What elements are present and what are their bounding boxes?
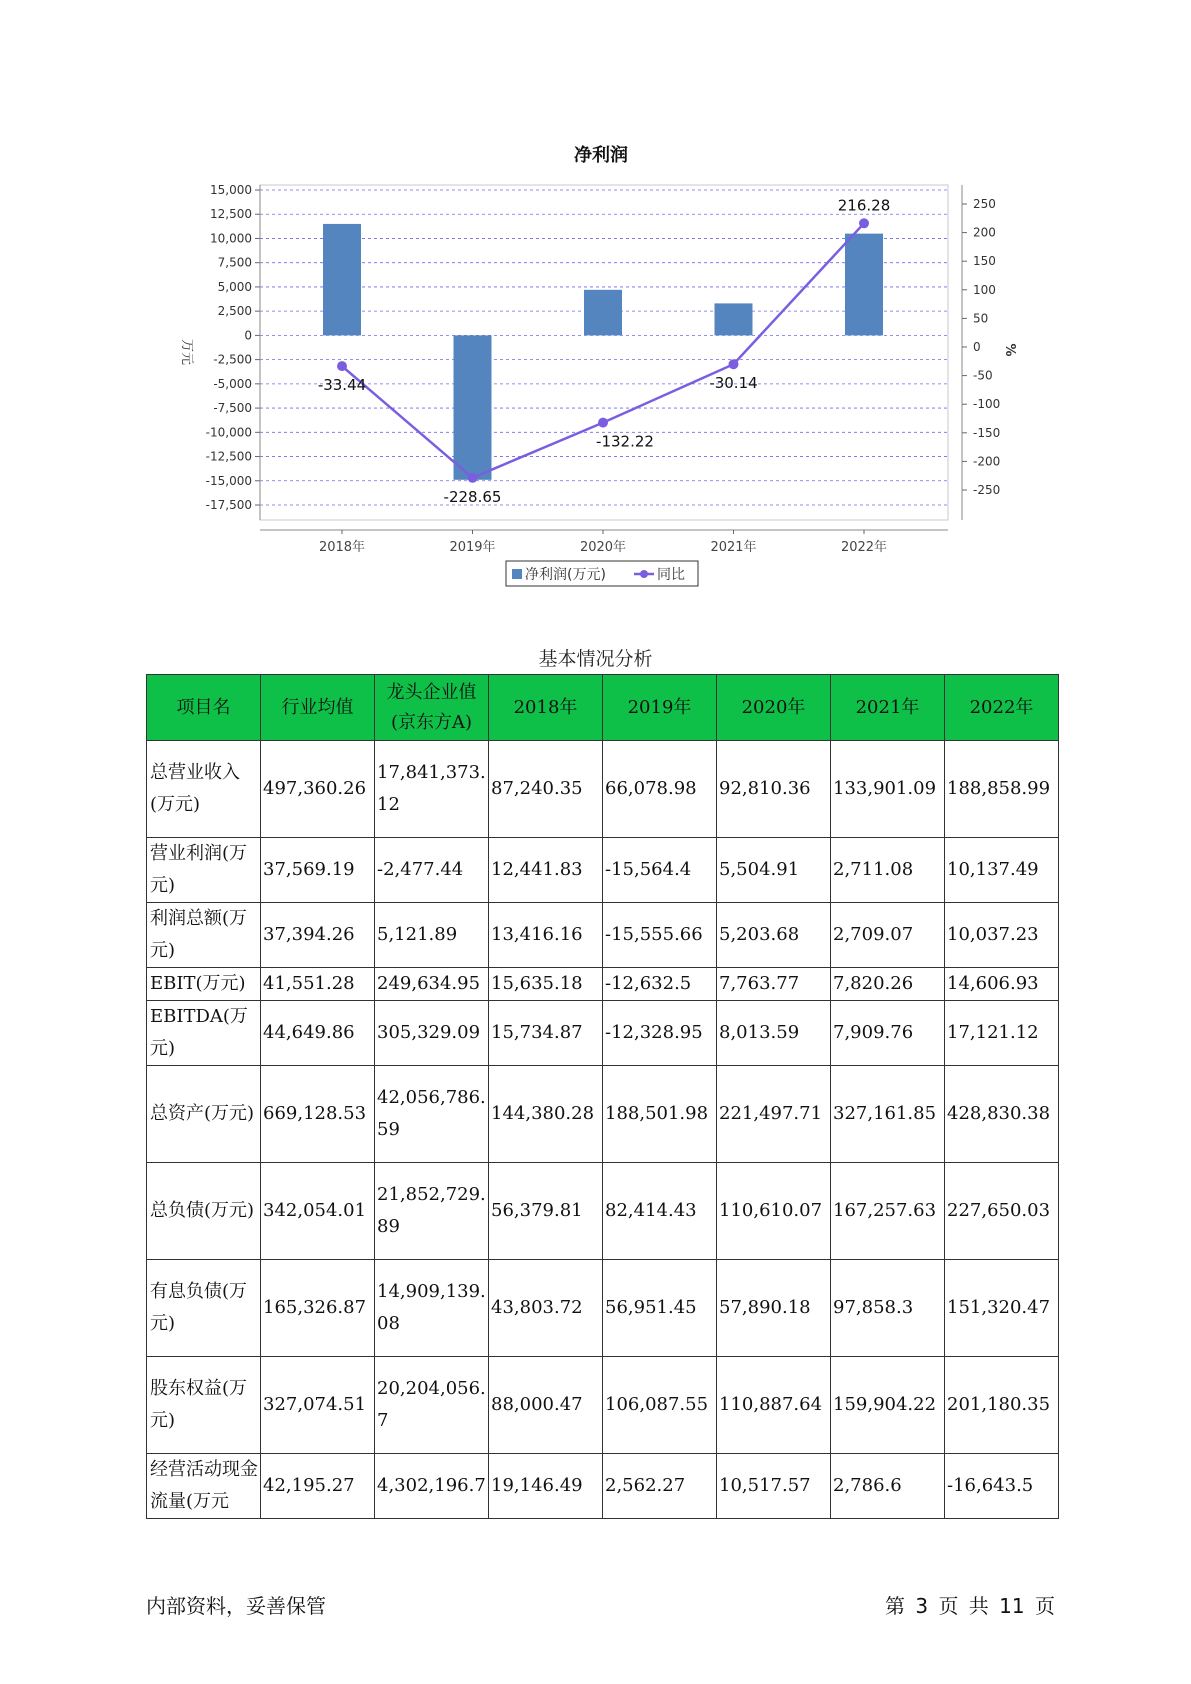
yoy-data-label: -30.14 (709, 374, 758, 393)
table-row (147, 838, 1059, 903)
x-tick-label: 2020年 (579, 540, 627, 555)
y2-axis-label: % (1002, 343, 1017, 357)
basic-analysis-table (146, 674, 1059, 1519)
legend-line-label: 同比 (657, 567, 685, 583)
y2-tick-label: -50 (973, 368, 993, 383)
table-row (147, 1260, 1059, 1357)
table-cell: 188,858.99 (945, 741, 1059, 838)
table-row (147, 1001, 1059, 1066)
yoy-point (598, 418, 608, 428)
table-cell: 87,240.35 (489, 741, 603, 838)
table-cell: 201,180.35 (945, 1357, 1059, 1454)
y-tick-label: -17,500 (205, 498, 252, 512)
table-cell: -12,328.95 (603, 1001, 717, 1066)
table-row (147, 1454, 1059, 1519)
table-cell: 2,786.6 (831, 1454, 945, 1519)
legend-line-marker (640, 570, 648, 578)
y2-tick-label: 50 (973, 311, 989, 326)
header-2018: 2018年 (489, 675, 603, 741)
table-cell: 10,517.57 (717, 1454, 831, 1519)
header-2022: 2022年 (945, 675, 1059, 741)
table-cell: 12,441.83 (489, 838, 603, 903)
legend-bar-swatch (512, 569, 522, 579)
header-leader-value: 龙头企业值(京东方A) (375, 675, 489, 741)
y2-tick-label: -250 (973, 483, 1001, 497)
table-body (147, 741, 1059, 1519)
table-cell: 7,820.26 (831, 968, 945, 1001)
y2-tick-label: 150 (973, 254, 996, 269)
table-row (147, 968, 1059, 1001)
table-cell: 327,161.85 (831, 1066, 945, 1163)
table-cell: 110,887.64 (717, 1357, 831, 1454)
table-cell: 15,734.87 (489, 1001, 603, 1066)
table-cell: 188,501.98 (603, 1066, 717, 1163)
table-cell: -12,632.5 (603, 968, 717, 1001)
y-tick-label: -5,000 (213, 376, 252, 391)
yoy-data-label: 216.28 (837, 196, 891, 215)
row-label: 总负债(万元) (147, 1163, 261, 1260)
y-tick-label: 7,500 (217, 255, 252, 270)
yoy-data-label: -33.44 (317, 376, 367, 395)
header-industry-average: 行业均值 (261, 675, 375, 741)
table-cell: -15,555.66 (603, 903, 717, 968)
table-cell: 13,416.16 (489, 903, 603, 968)
table-cell: 42,056,786.59 (375, 1066, 489, 1163)
bar-2018 (323, 224, 361, 335)
header-item-name: 项目名 (147, 675, 261, 741)
table-cell: -15,564.4 (603, 838, 717, 903)
y2-tick-label: -150 (973, 425, 1001, 440)
table-cell: 57,890.18 (717, 1260, 831, 1357)
row-label: EBITDA(万元) (147, 1001, 261, 1066)
x-tick-label: 2022年 (840, 540, 888, 555)
y2-tick-label: 250 (973, 197, 996, 211)
yoy-data-label: -228.65 (443, 487, 502, 506)
table-caption: 基本情况分析 (538, 648, 653, 670)
legend-bar-label: 净利润(万元) (525, 567, 606, 583)
table-cell: 167,257.63 (831, 1163, 945, 1260)
table-cell: 151,320.47 (945, 1260, 1059, 1357)
table-cell: 20,204,056.7 (375, 1357, 489, 1454)
table-cell: 2,709.07 (831, 903, 945, 968)
header-2020: 2020年 (717, 675, 831, 741)
table-cell: 7,763.77 (717, 968, 831, 1001)
table-cell: 44,649.86 (261, 1001, 375, 1066)
yoy-point (468, 473, 478, 483)
table-cell: 428,830.38 (945, 1066, 1059, 1163)
table-cell: 221,497.71 (717, 1066, 831, 1163)
table-cell: 82,414.43 (603, 1163, 717, 1260)
y2-tick-label: 100 (973, 282, 996, 297)
table-cell: 37,394.26 (261, 903, 375, 968)
bar-2021 (715, 303, 753, 335)
row-label: 营业利润(万元) (147, 838, 261, 903)
table-cell: 56,379.81 (489, 1163, 603, 1260)
table-cell: 106,087.55 (603, 1357, 717, 1454)
chart-legend (506, 561, 698, 586)
table-cell: 249,634.95 (375, 968, 489, 1001)
table-cell: 56,951.45 (603, 1260, 717, 1357)
y-tick-label: 5,000 (217, 279, 252, 294)
bar-2022 (845, 234, 883, 336)
table-cell: -16,643.5 (945, 1454, 1059, 1519)
table-cell: 133,901.09 (831, 741, 945, 838)
table-cell: 2,562.27 (603, 1454, 717, 1519)
y-tick-label: -2,500 (213, 352, 252, 367)
table-cell: 5,504.91 (717, 838, 831, 903)
table-cell: 159,904.22 (831, 1357, 945, 1454)
table-cell: 88,000.47 (489, 1357, 603, 1454)
row-label: 总营业收入(万元) (147, 741, 261, 838)
table-cell: 327,074.51 (261, 1357, 375, 1454)
table-cell: 37,569.19 (261, 838, 375, 903)
y2-tick-label: -200 (973, 454, 1001, 469)
table-row (147, 1066, 1059, 1163)
y-tick-label: 12,500 (210, 207, 252, 222)
y-tick-label: -10,000 (205, 425, 252, 440)
bar-2020 (584, 290, 622, 336)
y2-tick-label: 200 (973, 225, 996, 240)
yoy-data-label: -132.22 (596, 432, 654, 451)
table-cell: 2,711.08 (831, 838, 945, 903)
plot-area (260, 185, 948, 520)
row-label: 总资产(万元) (147, 1066, 261, 1163)
y-tick-label: 10,000 (210, 231, 252, 246)
table-cell: 5,203.68 (717, 903, 831, 968)
table-cell: 669,128.53 (261, 1066, 375, 1163)
table-cell: 305,329.09 (375, 1001, 489, 1066)
table-cell: 4,302,196.7 (375, 1454, 489, 1519)
y-tick-label: 15,000 (210, 183, 252, 197)
x-tick-label: 2018年 (318, 540, 366, 555)
net-profit-chart (0, 0, 1191, 620)
table-cell: 41,551.28 (261, 968, 375, 1001)
table-cell: 7,909.76 (831, 1001, 945, 1066)
yoy-point (337, 361, 347, 371)
y-tick-label: -12,500 (205, 449, 252, 464)
table-cell: 5,121.89 (375, 903, 489, 968)
table-cell: 43,803.72 (489, 1260, 603, 1357)
footer-page-number: 第 3 页 共 11 页 (885, 1594, 1055, 1618)
table-cell: 17,841,373.12 (375, 741, 489, 838)
header-2021: 2021年 (831, 675, 945, 741)
table-cell: 21,852,729.89 (375, 1163, 489, 1260)
y-tick-label: -15,000 (205, 473, 252, 488)
table-cell: 42,195.27 (261, 1454, 375, 1519)
chart-grid (260, 185, 948, 520)
table-cell: 17,121.12 (945, 1001, 1059, 1066)
table-cell: 227,650.03 (945, 1163, 1059, 1260)
table-cell: 497,360.26 (261, 741, 375, 838)
table-cell: 19,146.49 (489, 1454, 603, 1519)
yoy-point (859, 218, 869, 228)
y-tick-label: 0 (244, 328, 252, 343)
table-cell: 14,909,139.08 (375, 1260, 489, 1357)
table-cell: 8,013.59 (717, 1001, 831, 1066)
row-label: 股东权益(万元) (147, 1357, 261, 1454)
x-tick-label: 2021年 (710, 540, 757, 555)
table-cell: 15,635.18 (489, 968, 603, 1001)
table-header-row (147, 675, 1059, 741)
table-cell: 10,137.49 (945, 838, 1059, 903)
row-label: 利润总额(万元) (147, 903, 261, 968)
header-2019: 2019年 (603, 675, 717, 741)
table-cell: 66,078.98 (603, 741, 717, 838)
table-row (147, 1163, 1059, 1260)
table-cell: 92,810.36 (717, 741, 831, 838)
yoy-point (729, 359, 739, 369)
table-cell: 14,606.93 (945, 968, 1059, 1001)
table-row (147, 903, 1059, 968)
table-cell: 342,054.01 (261, 1163, 375, 1260)
table-row (147, 1357, 1059, 1454)
bar-2019 (454, 335, 492, 479)
table-cell: 10,037.23 (945, 903, 1059, 968)
y2-tick-label: -100 (973, 397, 1001, 412)
y2-tick-label: 0 (973, 340, 981, 354)
row-label: EBIT(万元) (147, 968, 261, 1001)
table-row (147, 741, 1059, 838)
y-tick-label: 2,500 (217, 304, 252, 319)
table-cell: 144,380.28 (489, 1066, 603, 1163)
table-cell: 165,326.87 (261, 1260, 375, 1357)
footer-confidential-note: 内部资料，妥善保管 (146, 1594, 326, 1618)
y-tick-label: -7,500 (213, 401, 252, 416)
row-label: 经营活动现金流量(万元 (147, 1454, 261, 1519)
x-tick-label: 2019年 (449, 540, 496, 555)
y-axis-label: 万元 (179, 338, 194, 366)
chart-title: 净利润 (574, 145, 628, 166)
table-cell: -2,477.44 (375, 838, 489, 903)
table-cell: 110,610.07 (717, 1163, 831, 1260)
row-label: 有息负债(万元) (147, 1260, 261, 1357)
table-cell: 97,858.3 (831, 1260, 945, 1357)
